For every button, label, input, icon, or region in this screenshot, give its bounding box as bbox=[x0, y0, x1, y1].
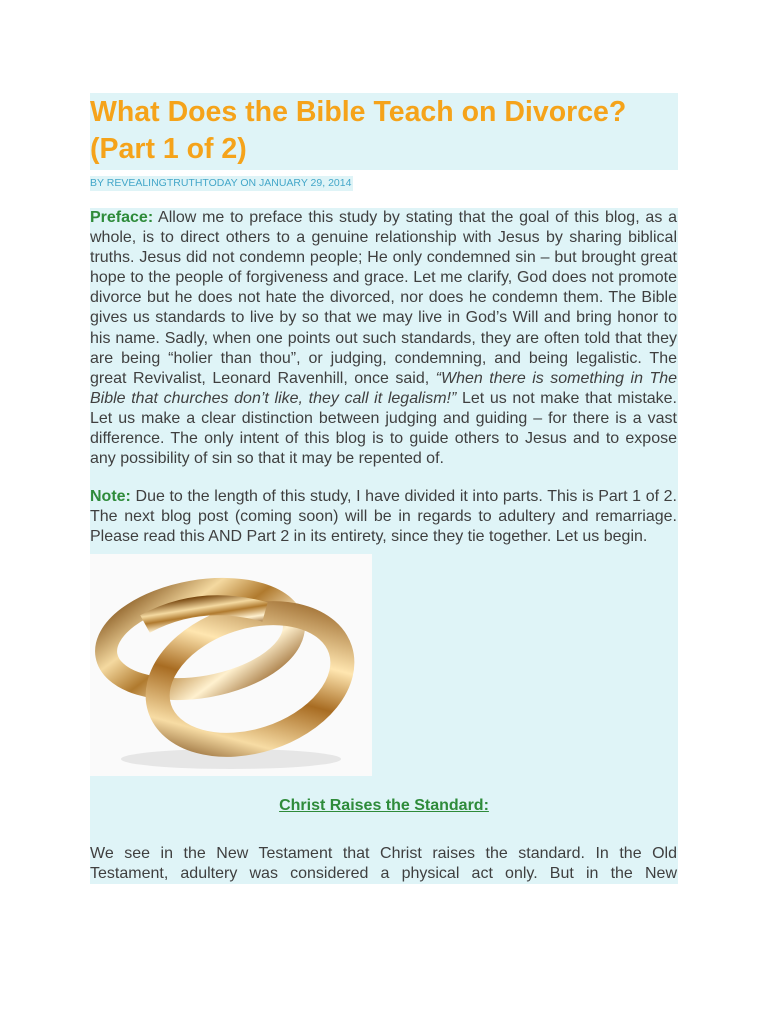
byline-row bbox=[90, 173, 678, 191]
preface-paragraph bbox=[90, 208, 678, 469]
note-paragraph bbox=[90, 487, 678, 547]
post-byline[interactable]: BY REVEALINGTRUTHTODAY ON JANUARY 29, 2014 bbox=[90, 177, 352, 189]
post-body bbox=[90, 208, 678, 884]
rings-icon bbox=[90, 554, 372, 776]
post-title-line-2: (Part 1 of 2) bbox=[90, 133, 247, 165]
preface-label: Preface: bbox=[90, 209, 154, 226]
section-heading-row bbox=[90, 776, 678, 822]
note-text: Due to the length of this study, I have divided it into parts. This is Part 1 of 2. The next blog post (coming soon) will be in regards to adultery and remarriage. Please read this AND Part 2 in its entirety, since they tie together. Let us begin. bbox=[90, 488, 677, 546]
preface-text-b: Let us not make that mistake. Let us make a clear distinction between judging and guiding – for there is a vast difference. The only intent of this blog is to guide others to Jesus and to expose any possibility of sin so that it may be repented of. bbox=[90, 389, 677, 468]
section-paragraph: We see in the New Testament that Christ raises the standard. In the Old Testament, adultery was considered a physical act only. But in the New bbox=[90, 844, 677, 882]
section-heading-christ-raises-standard[interactable]: Christ Raises the Standard: bbox=[279, 796, 489, 814]
post-title-line-1: What Does the Bible Teach on Divorce? bbox=[90, 96, 627, 128]
blog-post bbox=[90, 93, 678, 884]
note-label: Note: bbox=[90, 488, 131, 506]
gold-wedding-rings-image bbox=[90, 554, 372, 776]
post-title bbox=[90, 93, 678, 170]
preface-text-a: Allow me to preface this study by stating that the goal of this blog, as a whole, is to direct others to a genuine relationship with Jesus by sharing biblical truths. Jesus did not condemn people; He only condemned sin – but brought great hope to the people of forgiveness and grace. Let me clarify, God does not promote divorce but he does not hate the divorced, nor does he condemn them. The Bible gives us standards to live by so that we may live in God’s Will and bring honor to his name. Sadly, when one points out such standards, they are often told that they are being “holier than thou”, or judging, condemning, and being legalistic. The great Revivalist, Leonard Ravenhill, once said, bbox=[90, 209, 677, 387]
ravenhill-quote: “When there is something in The Bible that churches don’t like, they call it legalism!” bbox=[90, 369, 678, 407]
